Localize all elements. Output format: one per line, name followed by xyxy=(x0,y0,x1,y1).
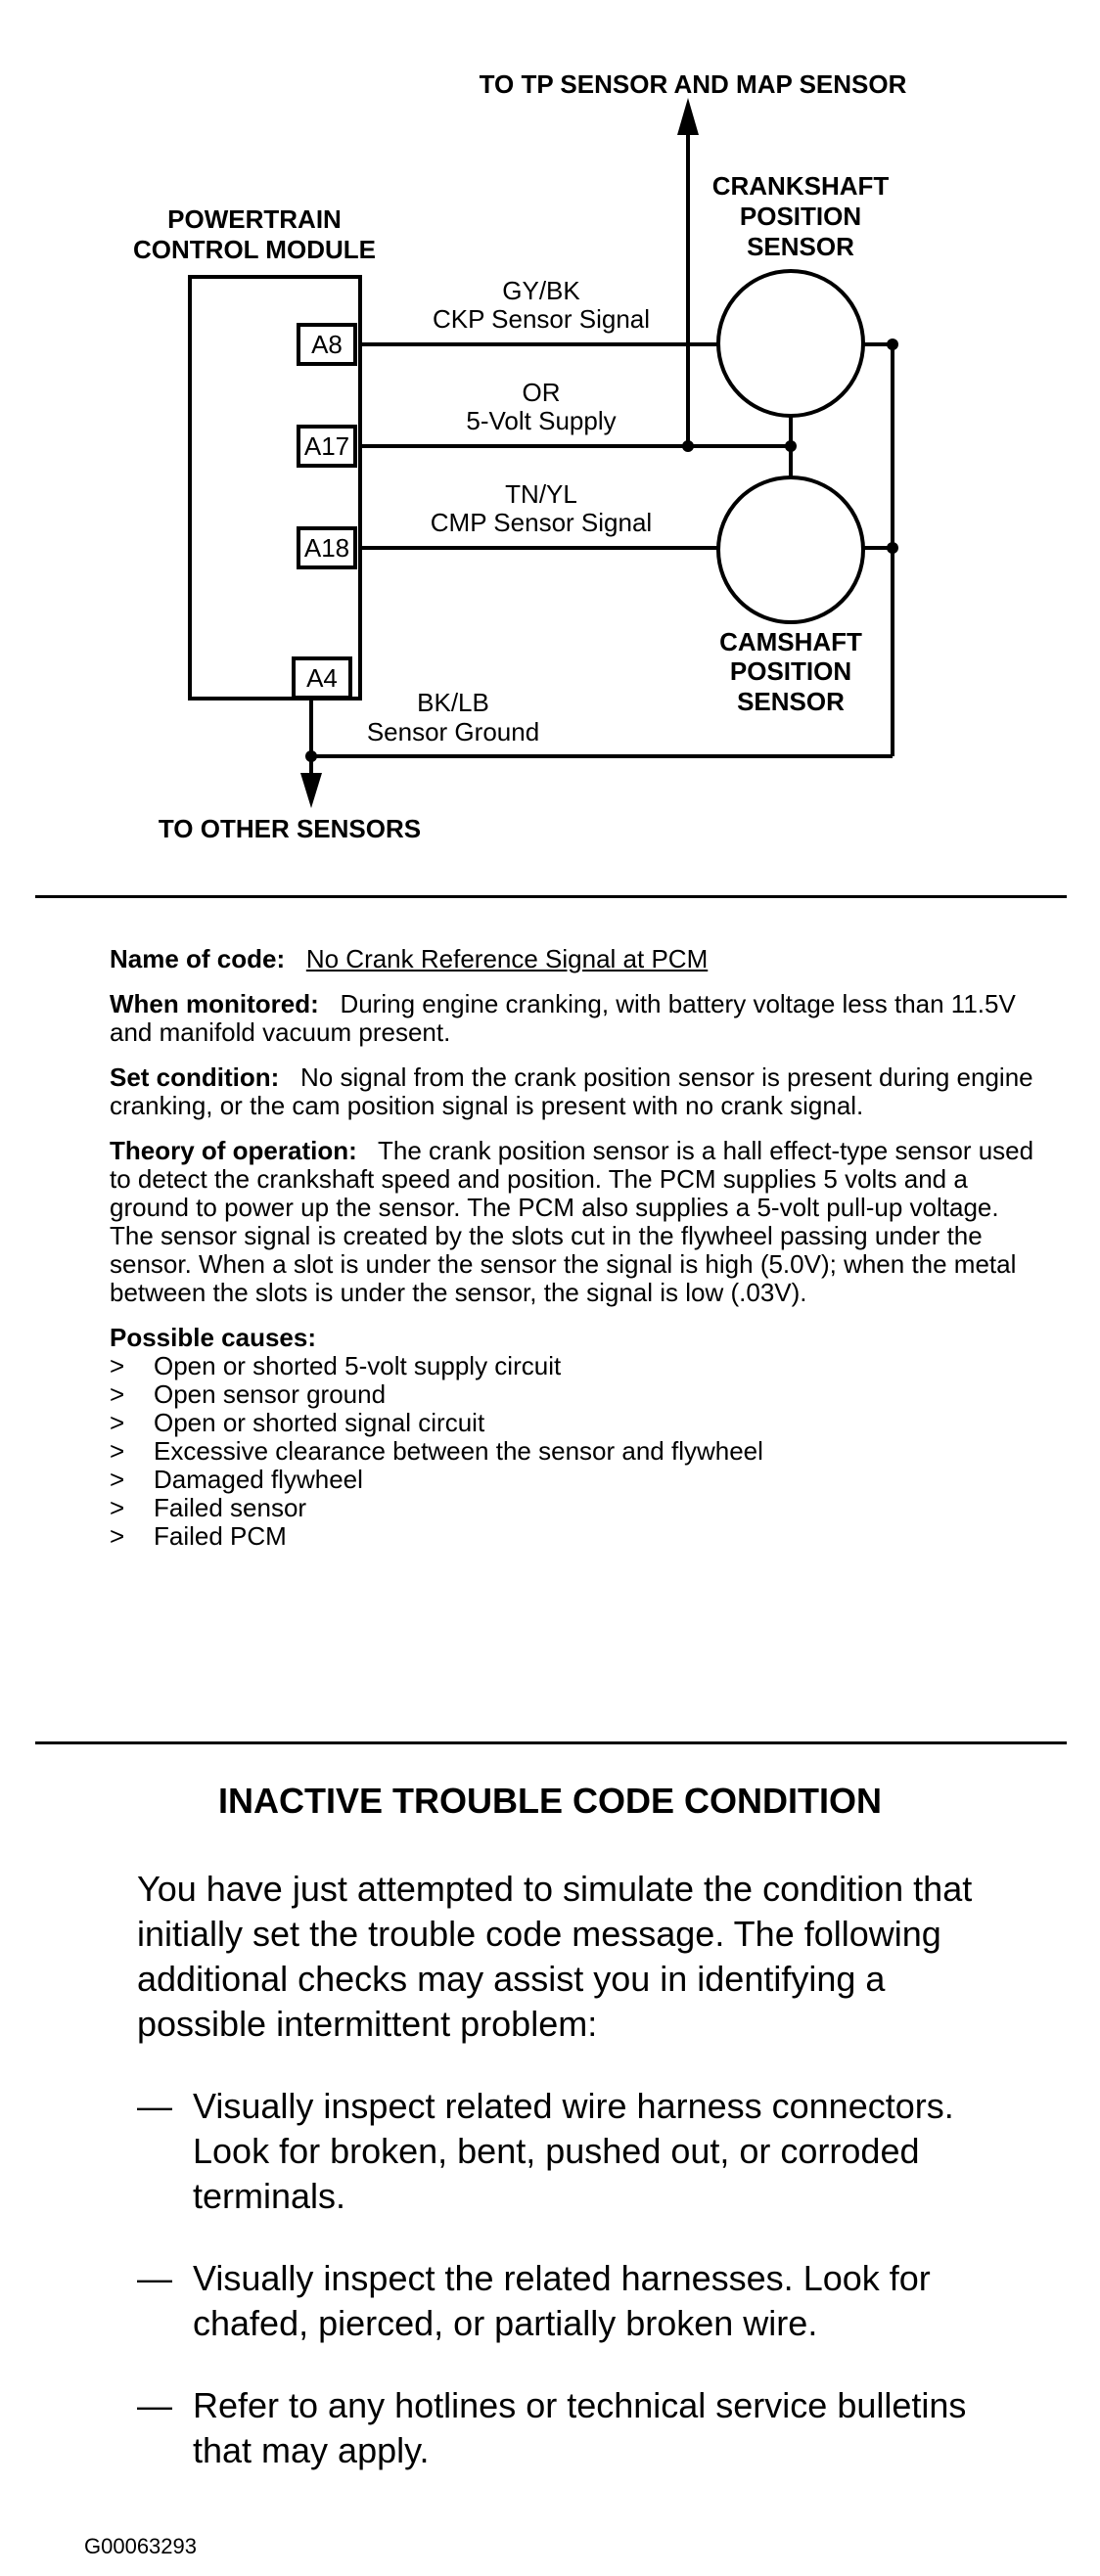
cmp-title-line: CAMSHAFT xyxy=(719,627,862,656)
cause-item xyxy=(110,1437,1049,1466)
bullet-icon: > xyxy=(110,1465,125,1494)
wire-color-label: GY/BK xyxy=(502,276,580,305)
possible-causes-label: Possible causes: xyxy=(110,1323,316,1352)
junction-dot xyxy=(305,750,317,762)
cause-item xyxy=(110,1494,1049,1522)
cause-text: Failed sensor xyxy=(154,1493,307,1522)
wire-color-label: TN/YL xyxy=(505,479,577,509)
pin-label: A18 xyxy=(303,533,350,563)
section-divider xyxy=(35,1741,1067,1744)
check-text: Visually inspect the related harnesses. Look for chafed, pierced, or partially broken wire. xyxy=(193,2258,931,2343)
arrow-down-icon xyxy=(300,773,322,808)
junction-dot xyxy=(785,440,797,452)
ckp-title-line: SENSOR xyxy=(747,232,854,261)
wire-name-label: 5-Volt Supply xyxy=(466,406,617,435)
inactive-title: INACTIVE TROUBLE CODE CONDITION xyxy=(217,1781,882,1821)
cause-text: Failed PCM xyxy=(154,1521,287,1551)
bullet-icon: > xyxy=(110,1521,125,1551)
arrow-up-icon xyxy=(677,98,699,135)
when-monitored-row xyxy=(110,990,1049,1047)
pcm-title-line: POWERTRAIN xyxy=(167,204,342,234)
bullet-icon: > xyxy=(110,1436,125,1466)
cause-item xyxy=(110,1409,1049,1437)
pcm-title-line: CONTROL MODULE xyxy=(133,235,376,264)
bullet-icon: > xyxy=(110,1408,125,1437)
wire-color-label: BK/LB xyxy=(417,688,489,717)
cause-text: Damaged flywheel xyxy=(154,1465,363,1494)
inactive-body xyxy=(137,1867,1018,2473)
junction-dot xyxy=(682,440,694,452)
wire-name-label: CKP Sensor Signal xyxy=(432,304,651,334)
crankshaft-sensor-symbol xyxy=(718,271,863,416)
theory-value: The crank position sensor is a hall effect-type sensor used to detect the crankshaft speed and position. The PCM supplies 5 volts and a ground to power up the sensor. The PCM also supplies a 5-volt pull-up voltage. The sensor signal is created by the slots cut in the flywheel passing under the sensor. When a slot is under the sensor the signal is high (5.0V); when the metal between the slots is under the sensor, the signal is low (.03V). xyxy=(110,1136,1034,1307)
dash-icon: — xyxy=(137,2385,172,2425)
check-text: Visually inspect related wire harness connectors. Look for broken, bent, pushed out, or corroded terminals. xyxy=(193,2086,954,2216)
theory-label: Theory of operation: xyxy=(110,1136,357,1165)
cause-item xyxy=(110,1466,1049,1494)
cause-text: Open sensor ground xyxy=(154,1379,387,1409)
set-condition-value: No signal from the crank position sensor is present during engine cranking, or the cam position signal is present with no crank signal. xyxy=(110,1062,1033,1120)
set-condition-label: Set condition: xyxy=(110,1062,280,1092)
set-condition-row xyxy=(110,1063,1049,1120)
inactive-intro: You have just attempted to simulate the condition that initially set the trouble code message. The following additional checks may assist you in identifying a possible intermittent problem: xyxy=(137,1869,973,2044)
code-name-value: No Crank Reference Signal at PCM xyxy=(305,944,709,973)
bullet-icon: > xyxy=(110,1493,125,1522)
bottom-destination-label: TO OTHER SENSORS xyxy=(158,814,422,843)
pin-label: A4 xyxy=(306,663,338,693)
wiring-diagram xyxy=(0,0,1100,861)
wire-name-label: Sensor Ground xyxy=(366,717,540,746)
camshaft-sensor-symbol xyxy=(718,477,863,622)
wire-color-label: OR xyxy=(522,378,561,407)
ckp-title-line: POSITION xyxy=(739,202,862,231)
bullet-icon: > xyxy=(110,1379,125,1409)
cause-item xyxy=(110,1380,1049,1409)
when-monitored-label: When monitored: xyxy=(110,989,319,1018)
dash-icon: — xyxy=(137,2086,172,2126)
bullet-icon: > xyxy=(110,1351,125,1380)
cause-item xyxy=(110,1352,1049,1380)
wire-name-label: CMP Sensor Signal xyxy=(430,508,653,537)
code-name-row xyxy=(110,945,1049,973)
cause-text: Excessive clearance between the sensor and flywheel xyxy=(154,1436,763,1466)
check-item xyxy=(137,2256,1018,2346)
cause-text: Open or shorted signal circuit xyxy=(154,1408,485,1437)
top-destination-label: TO TP SENSOR AND MAP SENSOR xyxy=(479,69,907,99)
cmp-title-line: POSITION xyxy=(729,656,852,686)
cause-item xyxy=(110,1522,1049,1551)
code-info xyxy=(110,945,1049,1551)
check-item xyxy=(137,2084,1018,2219)
cause-text: Open or shorted 5-volt supply circuit xyxy=(154,1351,562,1380)
junction-dot xyxy=(887,542,898,554)
code-name-label: Name of code: xyxy=(110,944,286,973)
dash-icon: — xyxy=(137,2258,172,2298)
when-monitored-value: During engine cranking, with battery voltage less than 11.5V and manifold vacuum present. xyxy=(110,989,1016,1047)
theory-row xyxy=(110,1137,1049,1307)
ckp-title-line: CRANKSHAFT xyxy=(711,171,890,201)
section-divider xyxy=(35,895,1067,898)
check-item xyxy=(137,2383,1018,2473)
check-text: Refer to any hotlines or technical service bulletins that may apply. xyxy=(193,2385,967,2470)
pin-label: A8 xyxy=(311,330,343,359)
possible-causes xyxy=(110,1324,1049,1551)
figure-code: G00063293 xyxy=(84,2534,197,2558)
cmp-title-line: SENSOR xyxy=(737,687,845,716)
junction-dot xyxy=(887,339,898,350)
pin-label: A17 xyxy=(303,431,350,461)
